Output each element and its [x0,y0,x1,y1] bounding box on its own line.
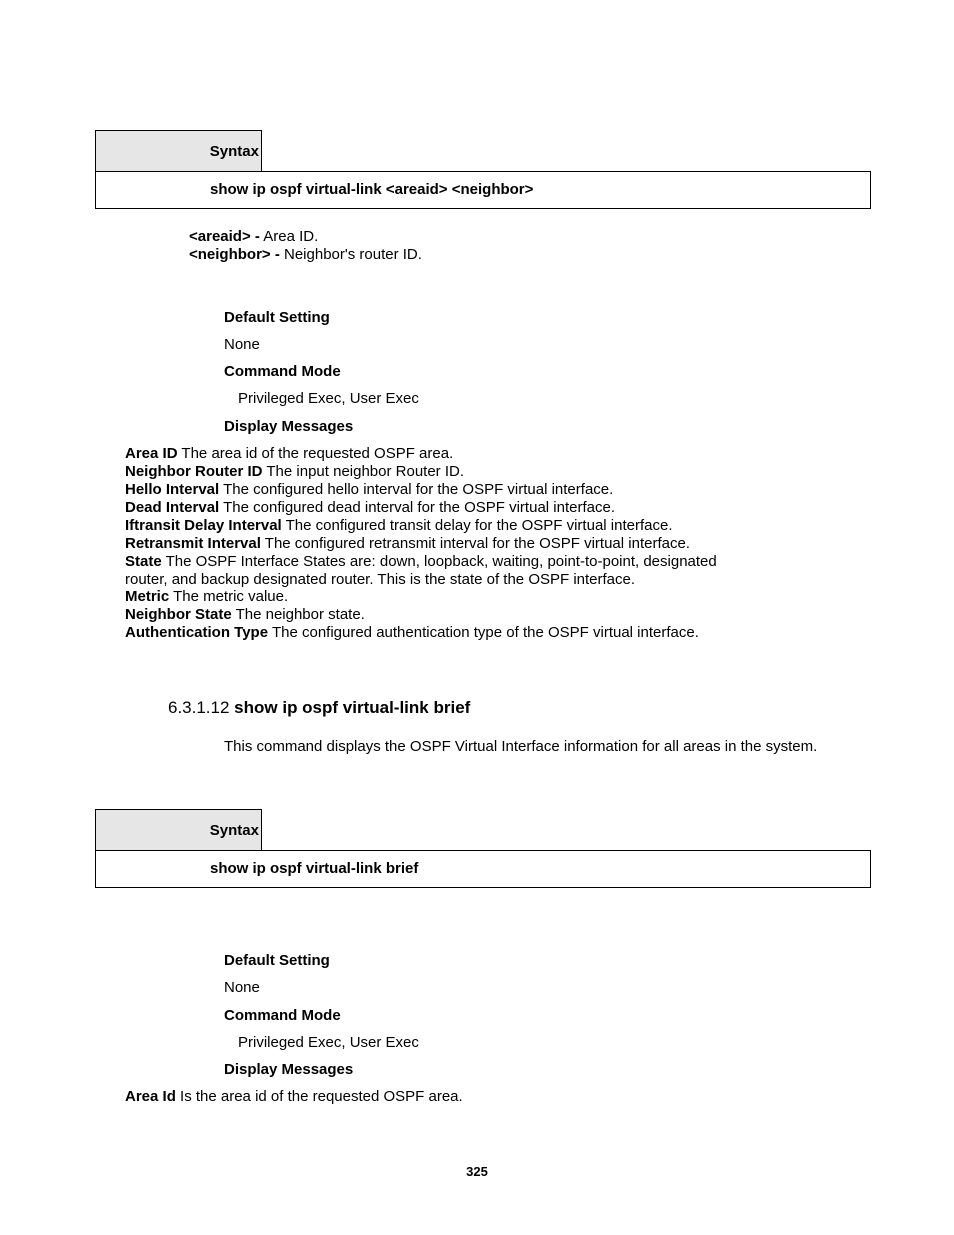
default-setting-value: None [224,979,260,996]
message-line [125,553,717,570]
section-heading [168,698,470,718]
message-line [125,517,672,534]
message-term: State [125,553,162,570]
syntax-command-box-2 [95,850,871,888]
syntax-header-2 [95,809,262,850]
message-desc: The OSPF Interface States are: down, loopback, waiting, point-to-point, designated [161,553,717,570]
message-line [125,481,613,498]
message-line [125,624,699,641]
param-neighbor [189,246,422,263]
message-desc: The configured retransmit interval for the OSPF virtual interface. [260,535,690,552]
syntax-command: show ip ospf virtual-link brief [210,860,419,877]
message-term: Iftransit Delay Interval [125,517,282,534]
message-term: Neighbor Router ID [125,463,263,480]
display-messages-heading: Display Messages [224,418,354,435]
message-desc: The input neighbor Router ID. [262,463,465,480]
syntax-command-box-1 [95,171,871,209]
message-desc: The metric value. [169,588,289,605]
message-line [125,588,288,605]
message-desc: The configured transit delay for the OSPF virtual interface. [281,517,673,534]
param-name: <neighbor> - [189,246,280,263]
display-messages-heading: Display Messages [224,1061,354,1078]
message-line [125,463,464,480]
default-setting-value: None [224,336,260,353]
message-term: Neighbor State [125,606,232,623]
syntax-command: show ip ospf virtual-link <areaid> <neighbor> [210,181,534,198]
param-areaid [189,228,318,245]
message-term: Retransmit Interval [125,535,261,552]
message-line [125,606,365,623]
message-term: Area ID [125,445,178,462]
default-setting-heading: Default Setting [224,309,330,326]
message-term: Authentication Type [125,624,269,641]
section-number: 6.3.1.12 [168,698,235,717]
message-line-continued [125,571,635,588]
param-name: <areaid> - [189,228,260,245]
command-mode-value: Privileged Exec, User Exec [238,390,419,407]
message-desc: The configured authentication type of the OSPF virtual interface. [268,624,699,641]
syntax-header-1 [95,130,262,171]
message-line [125,445,453,462]
message-desc: The neighbor state. [231,606,365,623]
message-desc: The configured hello interval for the OSPF virtual interface. [219,481,614,498]
command-mode-heading: Command Mode [224,1007,341,1024]
message-line [125,499,615,516]
param-desc: Area ID. [259,228,319,245]
message-desc: The area id of the requested OSPF area. [177,445,454,462]
param-desc: Neighbor's router ID. [279,246,422,263]
section-title: show ip ospf virtual-link brief [234,698,471,717]
message-desc: Is the area id of the requested OSPF area. [175,1088,463,1105]
message-term: Metric [125,588,170,605]
message-desc: router, and backup designated router. This is the state of the OSPF interface. [125,571,636,588]
message-line [125,1088,463,1105]
syntax-label: Syntax [209,143,259,160]
message-line [125,535,690,552]
default-setting-heading: Default Setting [224,952,330,969]
message-term: Hello Interval [125,481,220,498]
page-number: 325 [466,1164,488,1179]
message-desc: The configured dead interval for the OSPF virtual interface. [219,499,615,516]
message-term: Area Id [125,1088,176,1105]
message-term: Dead Interval [125,499,220,516]
command-mode-heading: Command Mode [224,363,341,380]
syntax-label: Syntax [209,822,259,839]
section-description: This command displays the OSPF Virtual Interface information for all areas in the system. [224,738,818,755]
command-mode-value: Privileged Exec, User Exec [238,1034,419,1051]
